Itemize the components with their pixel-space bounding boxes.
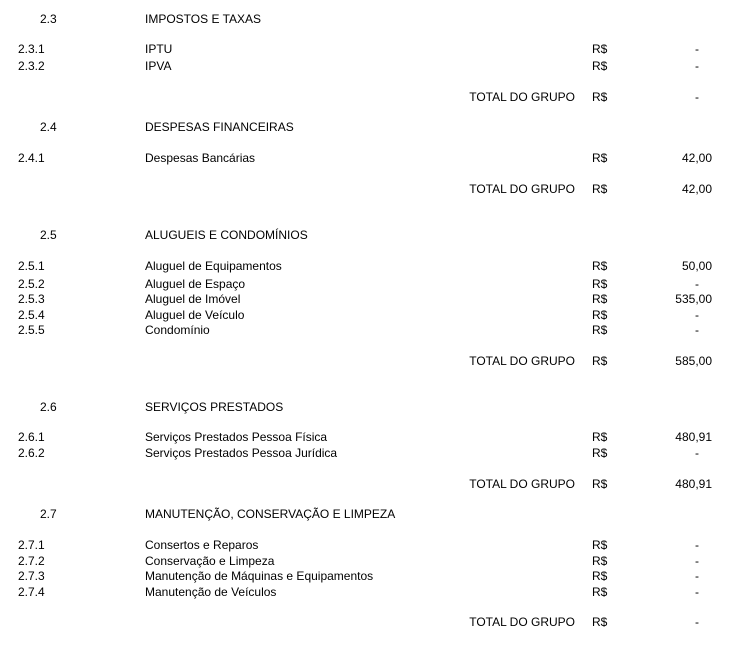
item-code: 2.3.1 [18,42,45,56]
item-code: 2.3.2 [18,59,45,73]
total-value: - [695,615,699,629]
item-label: Condomínio [145,323,210,337]
item-code: 2.7.4 [18,585,45,599]
item-value: 42,00 [681,151,712,165]
item-label: Consertos e Reparos [145,538,259,552]
currency-symbol: R$ [592,259,608,273]
currency-symbol: R$ [592,615,608,629]
group-code: 2.5 [40,228,57,242]
item-label: Aluguel de Imóvel [145,292,241,306]
currency-symbol: R$ [592,151,608,165]
group-total-row [0,181,735,197]
item-label: Serviços Prestados Pessoa Física [145,430,328,444]
item-code: 2.7.3 [18,569,45,583]
currency-symbol: R$ [592,90,608,104]
item-value: - [695,585,699,599]
item-label: Aluguel de Equipamentos [145,259,282,273]
item-code: 2.6.1 [18,430,45,444]
total-label: TOTAL DO GRUPO [469,354,575,368]
group-header [0,506,735,522]
item-value: 535,00 [675,292,712,306]
item-label: IPVA [145,59,172,73]
total-label: TOTAL DO GRUPO [469,477,575,491]
group-title: MANUTENÇÃO, CONSERVAÇÃO E LIMPEZA [145,507,396,521]
group-code: 2.6 [40,400,57,414]
currency-symbol: R$ [592,59,608,73]
item-code: 2.5.3 [18,292,45,306]
currency-symbol: R$ [592,277,608,291]
group-header [0,11,735,27]
item-value: 480,91 [675,430,712,444]
currency-symbol: R$ [592,323,608,337]
currency-symbol: R$ [592,308,608,322]
item-label: Manutenção de Máquinas e Equipamentos [145,569,374,583]
item-code: 2.5.1 [18,259,45,273]
item-value: - [695,277,699,291]
total-value: 585,00 [675,354,712,368]
item-label: Serviços Prestados Pessoa Jurídica [145,446,338,460]
group-total-row [0,614,735,630]
group-title: IMPOSTOS E TAXAS [145,12,262,26]
group-total-row [0,353,735,369]
group-total-row [0,476,735,492]
item-code: 2.7.1 [18,538,45,552]
item-code: 2.5.4 [18,308,45,322]
table-row [0,258,735,274]
total-value: 42,00 [681,182,712,196]
table-row [0,553,735,569]
total-label: TOTAL DO GRUPO [469,90,575,104]
group-code: 2.7 [40,507,57,521]
item-label: Despesas Bancárias [145,151,256,165]
currency-symbol: R$ [592,446,608,460]
total-label: TOTAL DO GRUPO [469,182,575,196]
item-value: 50,00 [681,259,712,273]
currency-symbol: R$ [592,430,608,444]
item-code: 2.7.2 [18,554,45,568]
item-label: Aluguel de Veículo [145,308,245,322]
item-label: Conservação e Limpeza [145,554,275,568]
table-row [0,537,735,553]
table-row [0,568,735,584]
item-value: - [695,323,699,337]
total-label: TOTAL DO GRUPO [469,615,575,629]
item-label: IPTU [145,42,173,56]
item-value: - [695,59,699,73]
item-label: Aluguel de Espaço [145,277,246,291]
table-row [0,322,735,338]
table-row [0,41,735,57]
currency-symbol: R$ [592,477,608,491]
item-label: Manutenção de Veículos [145,585,277,599]
table-row [0,291,735,307]
group-header [0,119,735,135]
item-code: 2.4.1 [18,151,45,165]
currency-symbol: R$ [592,182,608,196]
group-header [0,227,735,243]
table-row [0,150,735,166]
item-value: - [695,446,699,460]
currency-symbol: R$ [592,42,608,56]
currency-symbol: R$ [592,554,608,568]
table-row [0,584,735,600]
table-row [0,445,735,461]
table-row [0,58,735,74]
currency-symbol: R$ [592,292,608,306]
group-code: 2.3 [40,12,57,26]
group-title: SERVIÇOS PRESTADOS [145,400,284,414]
table-row [0,429,735,445]
item-value: - [695,569,699,583]
currency-symbol: R$ [592,569,608,583]
item-value: - [695,554,699,568]
table-row [0,307,735,323]
group-total-row [0,89,735,105]
total-value: 480,91 [675,477,712,491]
currency-symbol: R$ [592,538,608,552]
group-code: 2.4 [40,120,57,134]
currency-symbol: R$ [592,354,608,368]
total-value: - [695,90,699,104]
item-code: 2.5.2 [18,277,45,291]
item-code: 2.6.2 [18,446,45,460]
item-value: - [695,42,699,56]
group-title: ALUGUEIS E CONDOMÍNIOS [145,228,308,242]
group-header [0,399,735,415]
currency-symbol: R$ [592,585,608,599]
item-value: - [695,308,699,322]
group-title: DESPESAS FINANCEIRAS [145,120,294,134]
item-code: 2.5.5 [18,323,45,337]
item-value: - [695,538,699,552]
table-row [0,276,735,292]
